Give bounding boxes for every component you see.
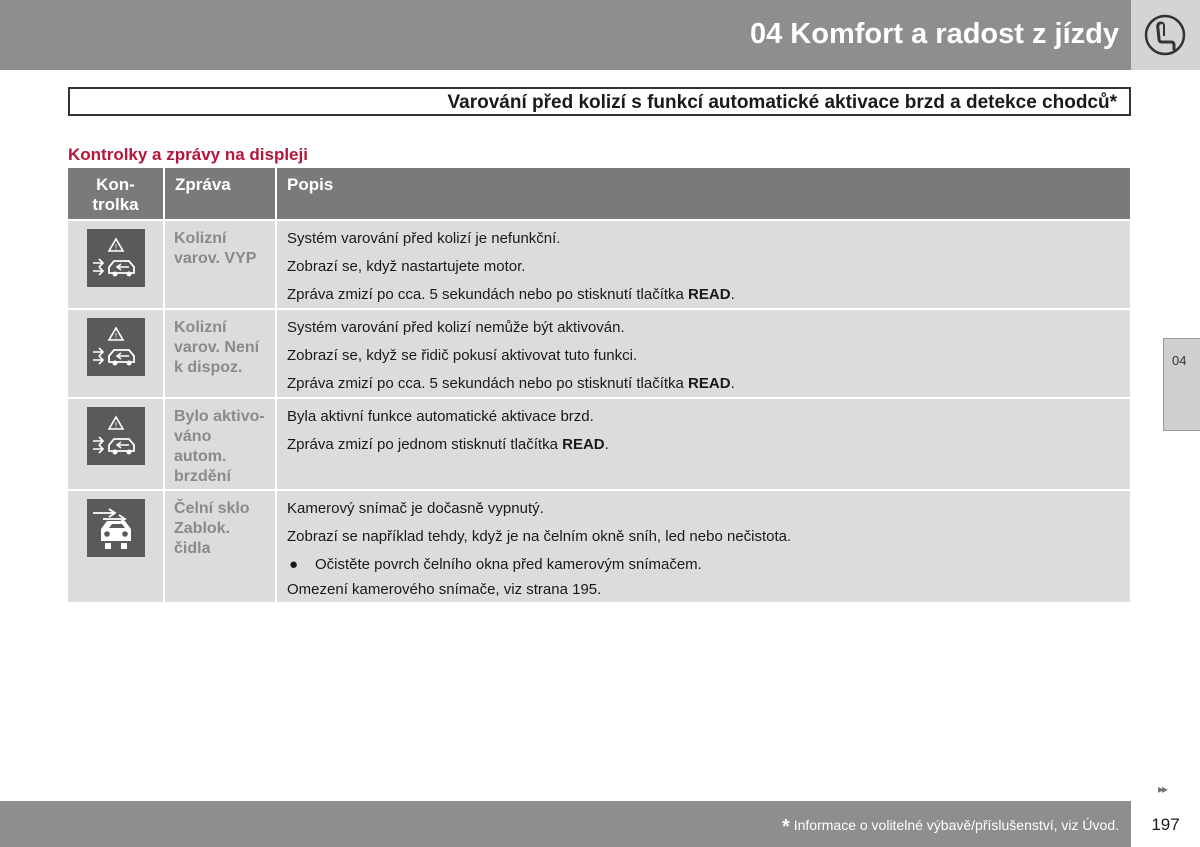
header-col-indicator — [68, 168, 165, 219]
section-title: Varování před kolizí s funkcí automatické aktivace brzd a detekce chodců* — [447, 92, 1117, 113]
table-row — [68, 491, 1130, 604]
description — [277, 221, 1130, 308]
seat-icon — [1143, 14, 1187, 56]
page-number: 197 — [1131, 801, 1200, 847]
chapter-side-tab-label: 04 — [1172, 353, 1187, 368]
chapter-side-tab[interactable] — [1163, 338, 1200, 431]
read-button-label: READ — [688, 286, 731, 303]
cross-reference: Omezení kamerového snímače, viz strana 195. — [287, 581, 602, 598]
read-button-label: READ — [562, 436, 605, 453]
description-line: Zobrazí se, když se řidič pokusí aktivovat tuto funkci. — [287, 347, 638, 364]
chapter-icon-box — [1131, 0, 1200, 70]
header-col-message: Zpráva — [165, 168, 277, 219]
description-line: Kamerový snímač je dočasně vypnutý. — [287, 500, 544, 517]
next-page-icon: ▸▸ — [1158, 782, 1167, 796]
message-text: Bylo aktivo-váno autom. brzdění — [165, 399, 277, 489]
description-line: Zpráva zmizí po cca. 5 sekundách nebo po stisknutí tlačítka READ. — [287, 375, 735, 392]
description-line: Zobrazí se například tehdy, když je na čelním okně sníh, led nebo nečistota. — [287, 528, 792, 545]
indicator-table — [68, 168, 1130, 604]
svg-text:!: ! — [114, 421, 118, 430]
description — [277, 491, 1130, 602]
bullet-icon: ● — [289, 556, 299, 573]
header-col-indicator-line2: trolka — [92, 195, 139, 214]
message-text: Kolizní varov. Není k dispoz. — [165, 310, 277, 397]
message-text: Kolizní varov. VYP — [165, 221, 277, 308]
read-button-label: READ — [688, 375, 731, 392]
table-row — [68, 310, 1130, 399]
footer-note — [782, 816, 1119, 839]
svg-text:!: ! — [114, 243, 118, 252]
description-line: Zpráva zmizí po jednom stisknutí tlačítka READ. — [287, 436, 609, 453]
header-bar — [0, 0, 1131, 70]
collision-warning-icon — [87, 407, 145, 465]
bullet-text: Očistěte povrch čelního okna před kamerovým snímačem. — [315, 556, 702, 573]
table-row — [68, 399, 1130, 491]
description-line: Systém varování před kolizí nemůže být aktivován. — [287, 319, 625, 336]
svg-text:!: ! — [114, 332, 118, 341]
description-line: Byla aktivní funkce automatické aktivace brzd. — [287, 408, 594, 425]
description-line: Systém varování před kolizí je nefunkční. — [287, 230, 561, 247]
footnote-star: * — [781, 816, 790, 838]
collision-warning-icon — [87, 318, 145, 376]
table-header — [68, 168, 1130, 221]
chapter-title: 04 Komfort a radost z jízdy — [749, 18, 1119, 50]
collision-warning-icon — [87, 229, 145, 287]
bullet-item — [287, 555, 1120, 575]
footer-bar — [0, 801, 1131, 847]
description — [277, 310, 1130, 397]
message-text: Čelní sklo Zablok. čidla — [165, 491, 277, 602]
description-line: Zobrazí se, když nastartujete motor. — [287, 258, 526, 275]
table-row — [68, 221, 1130, 310]
camera-sensor-icon — [87, 499, 145, 557]
description-line: Zpráva zmizí po cca. 5 sekundách nebo po stisknutí tlačítka READ. — [287, 286, 735, 303]
header-col-indicator-line1: Kon- — [96, 175, 135, 194]
description — [277, 399, 1130, 489]
subheading: Kontrolky a zprávy na displeji — [68, 145, 308, 164]
header-col-description: Popis — [287, 175, 334, 194]
footnote-text: Informace o volitelné výbavě/příslušenství, viz Úvod. — [793, 817, 1119, 833]
section-title-box — [68, 87, 1131, 116]
